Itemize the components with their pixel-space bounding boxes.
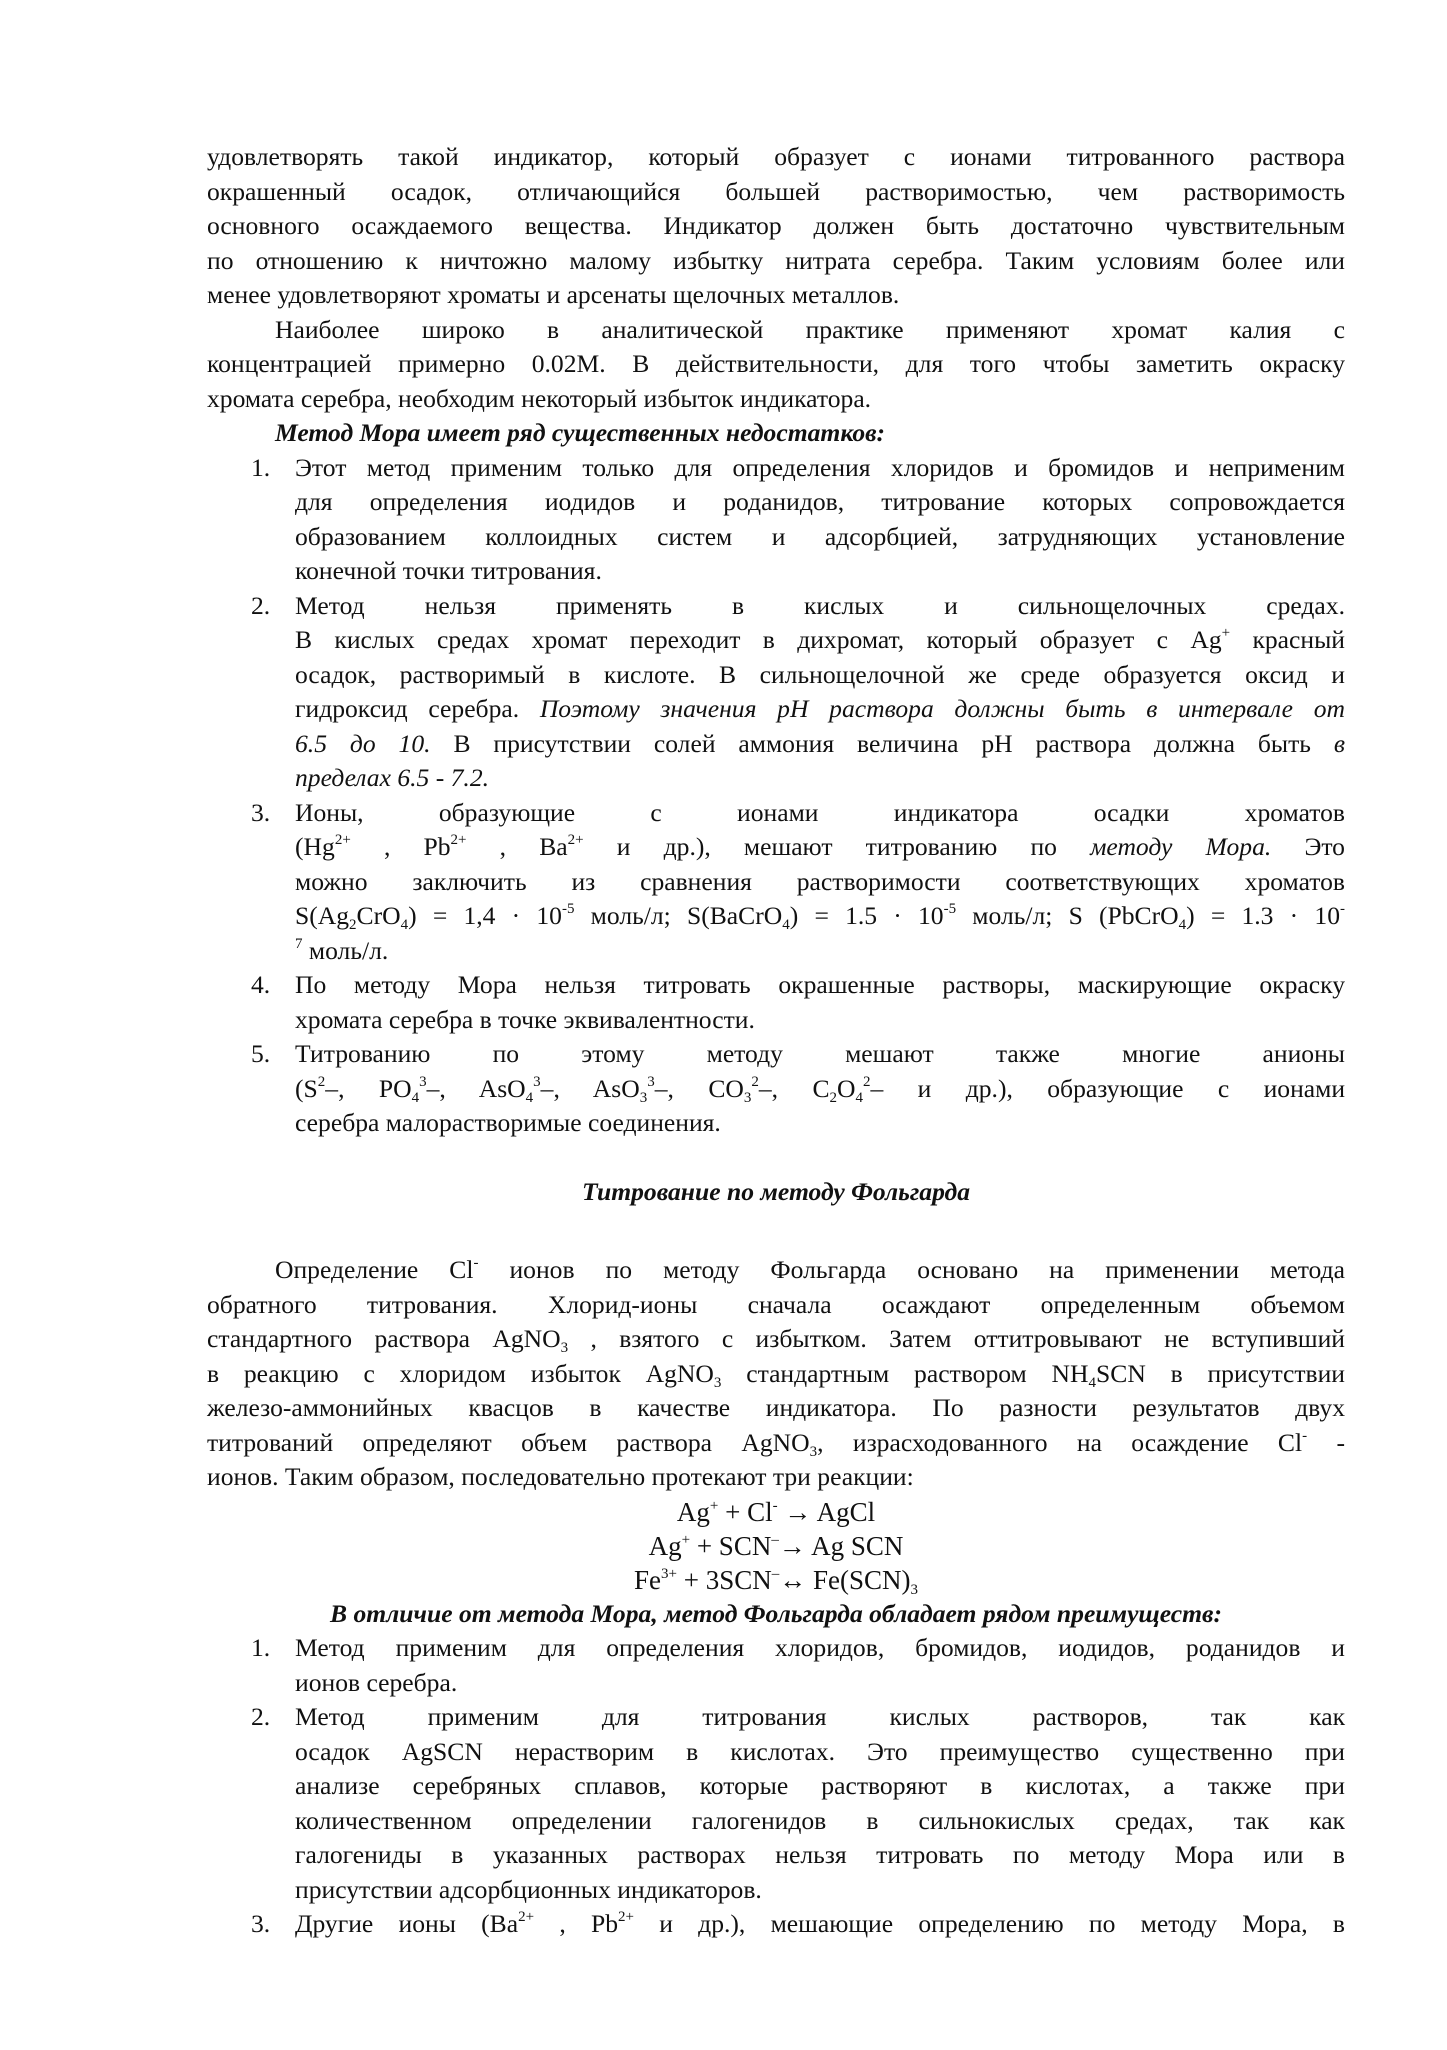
text-line: удовлетворять такой индикатор, который образует с ионами титрованного раствора (207, 142, 1345, 171)
text-line: железо-аммонийных квасцов в качестве индикатора. По разности результатов двух (207, 1393, 1345, 1422)
volhard-paragraph (207, 1253, 1345, 1495)
text-line: основного осаждаемого вещества. Индикатор должен быть достаточно чувствительным (207, 211, 1345, 240)
text-line: осадок AgSCN нерастворим в кислотах. Это преимущество существенно при (295, 1736, 1345, 1766)
text-line: пределах 6.5 - 7.2. (295, 763, 490, 792)
list-number: 1. (251, 452, 271, 482)
text-line: Определение Cl- ионов по методу Фольгарда основано на применении метода (275, 1255, 1345, 1284)
text-line: титрований определяют объем раствора AgNO$_3$, израсходованного на осаждение Cl- - (207, 1427, 1346, 1460)
text-line: стандартного раствора AgNO$_3$ , взятого с избытком. Затем оттитровывают не вступивший (207, 1324, 1345, 1356)
text-line: гидроксид серебра. Поэтому значения pH раствора должны быть в интервале от (295, 694, 1346, 723)
list-number: 5. (251, 1039, 271, 1068)
text-line: 6.5 до 10. В присутствии солей аммония величина pH раствора должна быть в (295, 728, 1345, 758)
text-line: в реакцию с хлоридом избыток AgNO$_3$ стандартным раствором $NH_4SCN$ в присутствии (207, 1358, 1346, 1391)
document-body (207, 140, 1345, 1942)
list-number: 3. (251, 1909, 271, 1938)
text-line: По методу Мора нельзя титровать окрашенные растворы, маскирующие окраску (295, 970, 1345, 999)
text-line: ($Hg^{2+}$ , $Pb^{2+}$ , $Ba^{2+}$ и др.), мешают титрованию по методу Мора. Это (295, 832, 1345, 861)
text-line: для определения иодидов и роданидов, титрование которых сопровождается (295, 487, 1345, 516)
text-line: Другие ионы ($Ba^{2+}$ , $Pb^{2+}$ и др.), мешающие определению по методу Мора, в (295, 1909, 1345, 1938)
text-line: Ионы, образующие с ионами индикатора осадки хроматов (295, 797, 1345, 827)
equation: $Fe^{3+}$ + 3SCN–↔ $Fe(SCN)_3$ (634, 1564, 918, 1598)
list-item (207, 451, 1345, 589)
text-line: анализе серебряных сплавов, которые растворяют в кислотах, а также при (295, 1771, 1345, 1800)
text-line: Этот метод применим только для определения хлоридов и бромидов и неприменим (295, 452, 1345, 482)
text-line: образованием коллоидных систем и адсорбцией, затрудняющих установление (295, 521, 1345, 551)
text-line: Метод нельзя применять в кислых и сильнощелочных средах. (295, 590, 1345, 620)
text-line: окрашенный осадок, отличающийся большей растворимостью, чем растворимость (207, 176, 1345, 206)
list-item (207, 968, 1345, 1037)
volhard-advantages-heading: В отличие от метода Мора, метод Фольгарда обладает рядом преимуществ: (329, 1598, 1223, 1628)
text-line: Метод применим для титрования кислых растворов, так как (295, 1702, 1345, 1731)
section-title: Титрование по методу Фольгарда (581, 1176, 971, 1206)
text-line: Наиболее широко в аналитической практике применяют хромат калия с (275, 314, 1345, 344)
mohr-disadvantages-heading: Метод Мора имеет ряд существенных недостатков: (275, 418, 886, 447)
volhard-advantages-list (207, 1631, 1345, 1942)
reaction-equations (207, 1495, 1345, 1597)
list-item (207, 1907, 1345, 1942)
list-item (207, 1037, 1345, 1141)
text-line: ионов серебра. (295, 1667, 458, 1697)
text-line: конечной точки титрования. (295, 556, 602, 585)
text-line: менее удовлетворяют хроматы и арсенаты щелочных металлов. (207, 280, 900, 309)
equation: Ag+ + Cl- → AgCl (676, 1496, 876, 1527)
list-item (207, 796, 1345, 969)
text-line: серебра малорастворимые соединения. (295, 1108, 721, 1137)
list-number: 4. (251, 970, 271, 999)
list-number: 2. (251, 1702, 271, 1731)
text-line: осадок, растворимый в кислоте. В сильнощелочной же среде образуется оксид и (295, 659, 1345, 689)
text-line: можно заключить из сравнения растворимости соответствующих хроматов (295, 866, 1345, 896)
list-number: 1. (251, 1633, 271, 1662)
text-line: хромата серебра в точке эквивалентности. (295, 1004, 755, 1034)
text-line: $^7$ моль/л. (295, 935, 389, 965)
text-line: обратного титрования. Хлорид-ионы сначала осаждают определенным объемом (207, 1289, 1345, 1319)
list-number: 3. (251, 797, 271, 827)
text-line: концентрацией примерно 0.02М. В действительности, для того чтобы заметить окраску (207, 349, 1345, 378)
equation: Ag+ + SCN–→ Ag SCN (648, 1530, 904, 1561)
text-line: В кислых средах хромат переходит в дихромат, который образует с Ag+ красный (295, 625, 1345, 654)
text-line: ионов. Таким образом, последовательно протекают три реакции: (207, 1462, 914, 1491)
solubility-line: $S(Ag_2CrO_4) = 1,4 \cdot 10^{-5}$ моль/л; S(BaCrO$_4$) = $1.5 \cdot 10^{-5}$ моль/л; S (PbCrO$_4$) = 1.3 · 10- (295, 901, 1345, 933)
list-item (207, 1700, 1345, 1907)
list-item (207, 1631, 1345, 1700)
mohr-disadvantages-list (207, 451, 1345, 1141)
anions-line: ($S^2-$, $PO_4^3-$, AsO$_4^3$–, AsO$_3^3$–, $CO_3^2-$, $C_2O_4^2-$ и др.), образующие с ионами (295, 1073, 1346, 1106)
text-line: присутствии адсорбционных индикаторов. (295, 1874, 762, 1904)
text-line: Титрованию по этому методу мешают также многие анионы (295, 1039, 1345, 1068)
chromate-paragraph (207, 313, 1345, 417)
text-line: количественном определении галогенидов в сильнокислых средах, так как (295, 1805, 1345, 1835)
text-line: хромата серебра, необходим некоторый избыток индикатора. (207, 383, 872, 413)
text-line: галогениды в указанных растворах нельзя титровать по методу Мора или в (295, 1840, 1345, 1869)
list-item (207, 589, 1345, 796)
list-number: 2. (251, 590, 271, 620)
text-line: по отношению к ничтожно малому избытку нитрата серебра. Таким условиям более или (207, 245, 1345, 275)
text-line: Метод применим для определения хлоридов, бромидов, иодидов, роданидов и (295, 1633, 1345, 1662)
intro-paragraph (207, 140, 1345, 313)
